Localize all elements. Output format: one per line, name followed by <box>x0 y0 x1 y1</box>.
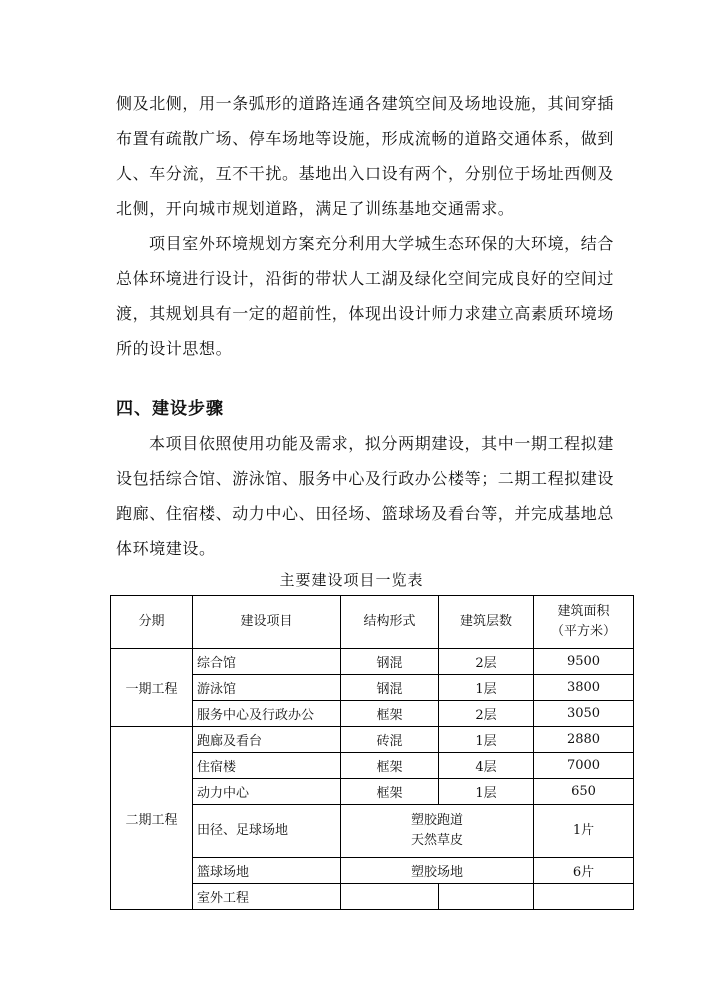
header-area <box>534 596 634 649</box>
area-cell: 7000 <box>534 753 634 779</box>
project-cell: 动力中心 <box>193 779 341 805</box>
structure-cell: 砖混 <box>341 727 439 753</box>
floors-cell: 1层 <box>439 727 534 753</box>
floors-cell: 4层 <box>439 753 534 779</box>
table-caption: 主要建设项目一览表 <box>279 571 424 589</box>
structure-cell: 钢混 <box>341 675 439 701</box>
project-cell: 田径、足球场地 <box>193 805 341 858</box>
header-area-line2: （平方米） <box>550 624 616 639</box>
empty-cell <box>439 884 534 910</box>
table-row <box>111 649 634 675</box>
structure-cell: 框架 <box>341 779 439 805</box>
project-cell: 游泳馆 <box>193 675 341 701</box>
floors-cell: 1层 <box>439 675 534 701</box>
merged-line1: 塑胶跑道 <box>410 813 463 828</box>
area-cell: 1片 <box>534 805 634 858</box>
project-cell: 室外工程 <box>193 884 341 910</box>
header-area-line1: 建筑面积 <box>557 604 610 619</box>
merged-structure-cell: 塑胶场地 <box>341 858 534 884</box>
floors-cell: 2层 <box>439 649 534 675</box>
header-structure: 结构形式 <box>341 596 439 649</box>
area-cell: 3050 <box>534 701 634 727</box>
floors-cell: 1层 <box>439 779 534 805</box>
project-cell: 住宿楼 <box>193 753 341 779</box>
area-cell: 650 <box>534 779 634 805</box>
body-paragraph-1: 侧及北侧，用一条弧形的道路连通各建筑空间及场地设施，其间穿插布置有疏散广场、停车场地等设施，形成流畅的道路交通体系，做到人、车分流，互不干扰。基地出入口设有两个，分别位于场址西侧及北侧，开向城市规划道路，满足了训练基地交通需求。 <box>116 94 615 218</box>
merged-structure-cell <box>341 805 534 858</box>
floors-cell: 2层 <box>439 701 534 727</box>
section-heading: 四、建设步骤 <box>116 399 224 419</box>
structure-cell: 框架 <box>341 701 439 727</box>
construction-projects-table <box>110 595 634 910</box>
table-header-row <box>111 596 634 649</box>
area-cell: 3800 <box>534 675 634 701</box>
project-cell: 篮球场地 <box>193 858 341 884</box>
structure-cell: 钢混 <box>341 649 439 675</box>
phase2-cell: 二期工程 <box>111 727 193 910</box>
empty-cell <box>341 884 439 910</box>
area-cell: 6片 <box>534 858 634 884</box>
header-phase: 分期 <box>111 596 193 649</box>
project-cell: 综合馆 <box>193 649 341 675</box>
area-cell: 2880 <box>534 727 634 753</box>
merged-line2: 天然草皮 <box>410 833 463 848</box>
body-paragraph-3: 本项目依照使用功能及需求，拟分两期建设，其中一期工程拟建设包括综合馆、游泳馆、服务中心及行政办公楼等；二期工程拟建设跑廊、住宿楼、动力中心、田径场、篮球场及看台等，并完成基地总体环境建设。 <box>116 434 615 558</box>
empty-cell <box>534 884 634 910</box>
phase1-cell: 一期工程 <box>111 649 193 727</box>
header-floors: 建筑层数 <box>439 596 534 649</box>
project-cell: 跑廊及看台 <box>193 727 341 753</box>
body-paragraph-2: 项目室外环境规划方案充分利用大学城生态环保的大环境，结合总体环境进行设计，沿街的带状人工湖及绿化空间完成良好的空间过渡，其规划具有一定的超前性，体现出设计师力求建立高素质环境场所的设计思想。 <box>116 234 615 358</box>
area-cell: 9500 <box>534 649 634 675</box>
header-project: 建设项目 <box>193 596 341 649</box>
structure-cell: 框架 <box>341 753 439 779</box>
table-row <box>111 727 634 753</box>
project-cell: 服务中心及行政办公 <box>193 701 341 727</box>
